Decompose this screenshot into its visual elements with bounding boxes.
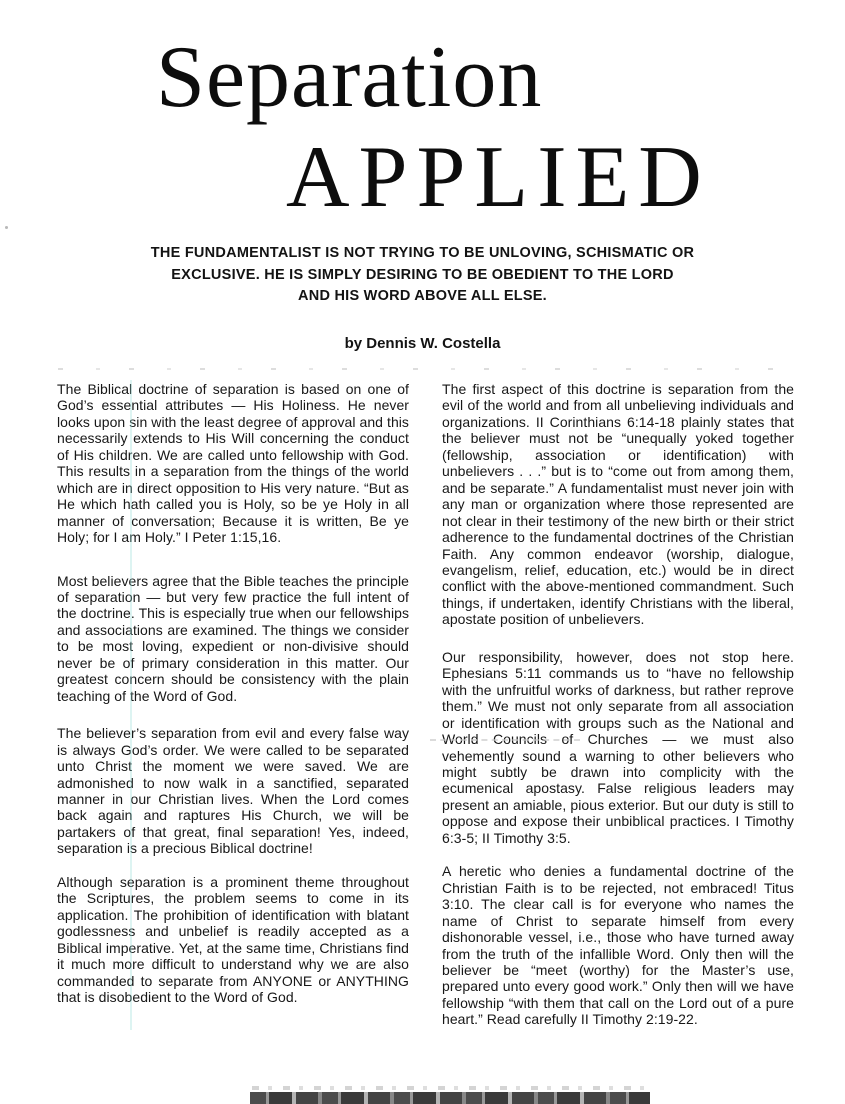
paragraph-right-3: A heretic who denies a fundamental doctrine of the Christian Faith is to be rejected, not embraced! Titus 3:10. The clear call is for everyone who names the name of Christ to separate himself from every dishonorable vessel, i.e., those who have turned away from the truth of the infallible Word. Only then will the believer be “meet (worthy) for the Master’s use, prepared unto every good work.” Only then will we have fellowship “with them that call on the Lord out of a pure heart.” Read carefully II Timothy 2:19-22. (442, 863, 794, 1028)
article-byline: by Dennis W. Costella (344, 335, 501, 352)
subtitle-line-1: THE FUNDAMENTALIST IS NOT TRYING TO BE UNLOVING, SCHISMATIC OR (150, 245, 695, 261)
scan-artifact-cutoff-text-band (250, 1092, 650, 1104)
article-title-line2: APPLIED (286, 129, 711, 226)
subtitle-line-2: EXCLUSIVE. HE IS SIMPLY DESIRING TO BE OBEDIENT TO THE LORD (171, 266, 674, 283)
right-column (442, 381, 794, 1045)
paragraph-left-1: The Biblical doctrine of separation is based on one of God’s essential attributes — His Holiness. He never looks upon sin with the least degree of approval and this necessarily extends to His Will concerning the conduct of His children. We are called unto fellowship with God. This results in a separation from the things of the world which are in direct opposition to His very nature. “But as He which hath called you is Holy, so be ye Holy in all manner of conversation; Because it is written, Be ye Holy; for I am Holy.” I Peter 1:15,16. (57, 381, 409, 546)
paragraph-left-4: Although separation is a prominent theme throughout the Scriptures, the problem seems to come in its application. The prohibition of identification with blatant godlessness and unbelief is readily accepted as a Biblical imperative. Yet, at the same time, Christians find it much more difficult to understand why we are also commanded to separate from ANYONE or ANYTHING that is disobedient to the Word of God. (57, 873, 409, 1005)
paragraph-right-2: Our responsibility, however, does not stop here. Ephesians 5:11 commands us to “have no fellowship with the unfruitful works of darkness, but rather reprove them.” We must not only separate from all association or identification with groups such as the National and World Councils of Churches — we must also vehemently sound a warning to other believers who might subtly be drawn into complicity with the ecumenical apostasy. False religious leaders may present an amiable, pious exterior. But our duty is still to oppose and expose their unbiblical practices. I Timothy 6:3-5; II Timothy 3:5. (442, 648, 794, 846)
left-column (57, 381, 409, 1045)
scan-artifact-edge-speck (5, 226, 8, 229)
article-title-line1: Separation (156, 29, 543, 126)
paragraph-right-1: The first aspect of this doctrine is separation from the evil of the world and from all unbelieving individuals and organizations. II Corinthians 6:14-18 plainly states that the believer must not be “unequally yoked together (fellowship, association or identification) with unbelievers . . .” but is to “come out from among them, and be separate.” A fundamentalist must never join with any man or organization where those represented are not clear in their testimony of the new birth or their strict adherence to the fundamental doctrines of the Christian Faith. Any common endeavor (worship, dialogue, evangelism, relief, education, etc.) would be in direct conflict with the above-mentioned commandment. Such things, if undertaken, identify Christians with the liberal, apostate position of unbelievers. (442, 381, 794, 628)
scan-artifact-bottom-specks (252, 1086, 644, 1090)
paragraph-left-2: Most believers agree that the Bible teaches the principle of separation — but very few practice the full intent of the doctrine. This is especially true when our fellowships and associations are examined. The things we consider to be most loving, expedient or non-divisive should never be of primary consideration in this matter. Our greatest concern should be consistency with the plain teaching of the Word of God. (57, 572, 409, 704)
article-body (57, 381, 794, 1045)
article-subtitle (0, 243, 845, 308)
subtitle-line-3: AND HIS WORD ABOVE ALL ELSE. (298, 288, 547, 304)
scan-artifact-dotted-line (58, 368, 774, 370)
paragraph-left-3: The believer’s separation from evil and every false way is always God’s order. We were called to be separated unto Christ the moment we were saved. We are admonished to now walk in a sanctified, separated manner in our Christian lives. When the Lord comes back again and raptures His Church, we will be partakers of that great, final separation! Yes, indeed, separation is a precious Biblical doctrine! (57, 725, 409, 857)
